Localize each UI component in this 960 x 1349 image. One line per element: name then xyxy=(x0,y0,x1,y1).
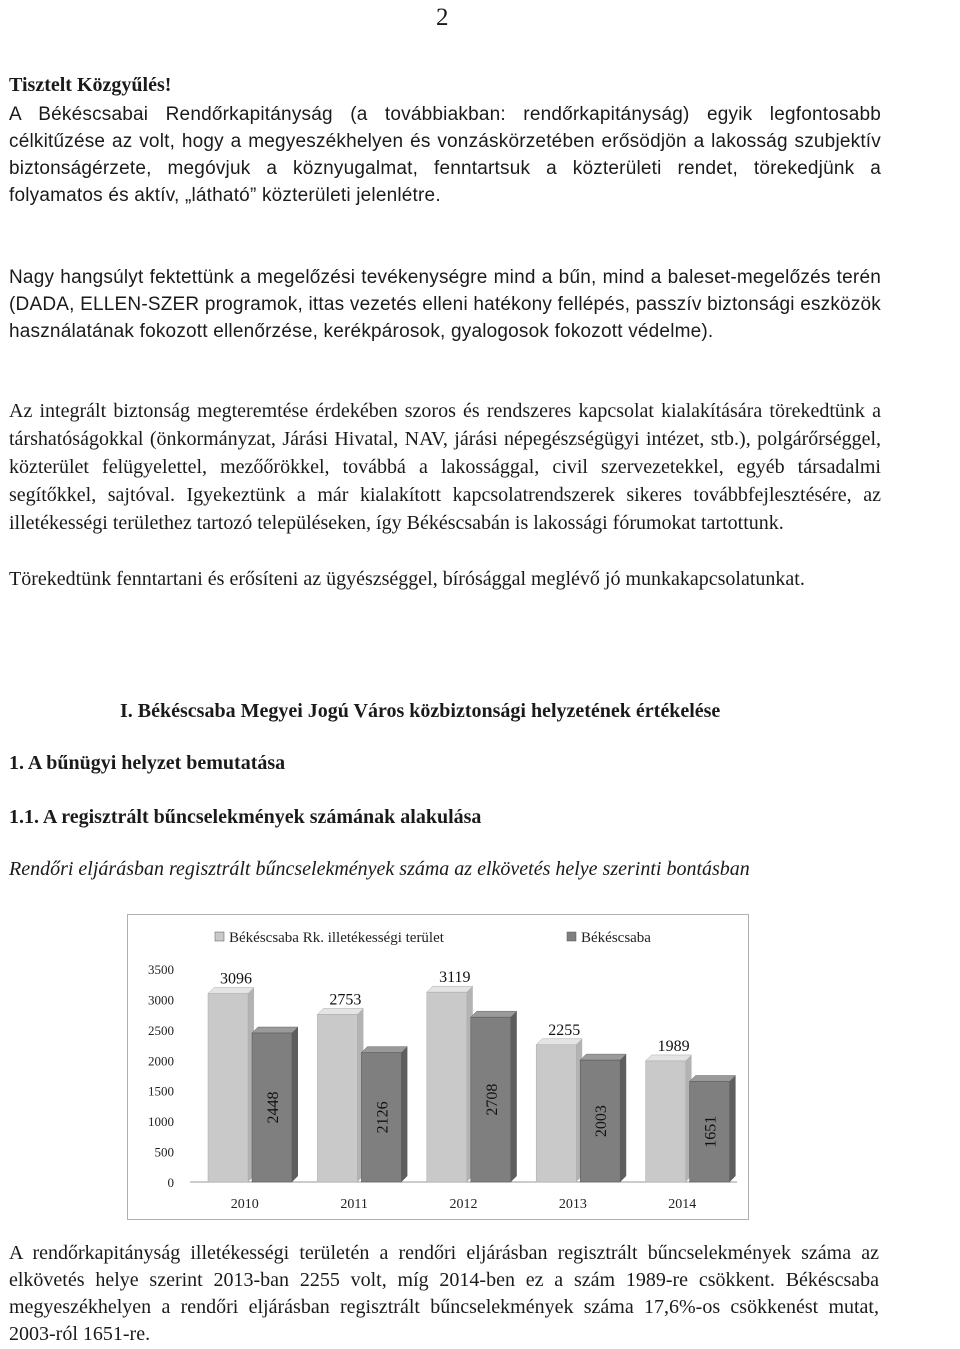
y-tick-label: 3000 xyxy=(148,992,174,1008)
bar-top-rk-area xyxy=(208,988,254,994)
y-tick-label: 1000 xyxy=(148,1114,174,1130)
legend-item-bekescsaba-swatch xyxy=(567,932,576,941)
data-label-rk-area: 2753 xyxy=(329,991,362,1009)
x-tick-label: 2013 xyxy=(558,1197,587,1212)
bar-top-bekescsaba xyxy=(252,1027,298,1033)
x-tick-label: 2014 xyxy=(668,1197,697,1212)
y-tick-label: 3500 xyxy=(148,962,174,977)
data-label-bekescsaba: 2448 xyxy=(265,1091,282,1124)
bar-side-bekescsaba xyxy=(292,1027,298,1182)
bar-top-bekescsaba xyxy=(580,1054,626,1060)
paragraph-integrated-security: Az integrált biztonság megteremtése érdekében szoros és rendszeres kapcsolat kialakítására törekedtünk a társhatóságokkal (önkormányzat, Járási Hivatal, NAV, járási népegészségügyi intézet, stb.), polgárőrséggel, közterület felügyelettel, mezőőrökkel, továbbá a lakossággal, civil szervezetekkel, egyéb társadalmi segítőkkel, sajtóval. Igyekeztünk a már kialakított kapcsolatrendszerek sikeres továbbfejlesztésére, az illetékességi területhez tartozó településeken, így Békéscsabán is lakossági fórumokat tartottunk. xyxy=(9,400,881,534)
bar-side-bekescsaba xyxy=(511,1011,517,1182)
heading-crime-situation: 1. A bűnügyi helyzet bemutatása xyxy=(9,752,286,774)
paragraph-intro: A Békéscsabai Rendőrkapitányság (a továbbiakban: rendőrkapitányság) egyik legfontosabb célkitűzése az volt, hogy a megyeszékhelyen és vonzáskörzetében erősödjön a lakosság szubjektív biztonságérzete, megóvjuk a köznyugalmat, fenntartsuk a közterületi rendet, törekedjünk a folyamatos és aktív, „látható” közterületi jelenlétre. xyxy=(9,104,881,206)
data-label-bekescsaba: 1651 xyxy=(702,1115,720,1148)
chart-caption: Rendőri eljárásban regisztrált bűncselekmények száma az elkövetés helye szerinti bontásban xyxy=(9,858,750,880)
data-label-bekescsaba: 2003 xyxy=(593,1105,611,1138)
bar-side-bekescsaba xyxy=(730,1076,736,1182)
paragraph-prevention: Nagy hangsúlyt fektettünk a megelőzési tevékenységre mind a bűn, mind a baleset-megelőzés terén (DADA, ELLEN-SZER programok, ittas vezetés elleni hatékony fellépés, passzív biztonsági eszközök használatának fokozott ellenőrzése, kerékpárosok, gyalogosok fokozott védelme). xyxy=(9,267,881,342)
page-number: 2 xyxy=(436,4,449,31)
crime-bar-chart xyxy=(127,914,749,1220)
y-tick-label: 2500 xyxy=(148,1022,174,1038)
bar-side-bekescsaba xyxy=(620,1054,626,1182)
bar-top-rk-area xyxy=(427,986,473,992)
bar-top-bekescsaba xyxy=(471,1011,517,1017)
y-tick-label: 0 xyxy=(167,1175,174,1190)
bar-rk-area xyxy=(317,1014,357,1182)
x-tick-label: 2010 xyxy=(230,1197,259,1212)
y-tick-label: 1500 xyxy=(148,1083,174,1099)
bar-rk-area xyxy=(208,994,248,1182)
legend-item-bekescsaba-label: Békéscsaba xyxy=(581,930,651,946)
bar-rk-area xyxy=(536,1045,576,1182)
bar-top-rk-area xyxy=(317,1008,363,1014)
data-label-rk-area: 3096 xyxy=(220,970,252,988)
heading-registered-crimes: 1.1. A regisztrált bűncselekmények számának alakulása xyxy=(9,806,482,828)
data-label-rk-area: 2255 xyxy=(548,1021,581,1039)
bar-side-bekescsaba xyxy=(401,1047,407,1182)
data-label-bekescsaba: 2708 xyxy=(483,1083,501,1116)
paragraph-cooperation: Törekedtünk fenntartani és erősíteni az ügyészséggel, bírósággal meglévő jó munkakapcsolatunkat. xyxy=(9,568,805,590)
data-label-bekescsaba: 2126 xyxy=(374,1101,392,1134)
greeting: Tisztelt Közgyűlés! xyxy=(9,74,172,96)
data-label-rk-area: 3119 xyxy=(439,969,471,987)
legend-item-rk-area-label: Békéscsaba Rk. illetékességi terület xyxy=(229,930,444,946)
y-tick-label: 2000 xyxy=(148,1053,174,1069)
bar-top-bekescsaba xyxy=(690,1076,736,1082)
y-tick-label: 500 xyxy=(154,1144,174,1160)
x-tick-label: 2012 xyxy=(449,1197,478,1212)
bar-top-rk-area xyxy=(646,1055,692,1061)
bar-rk-area xyxy=(427,992,467,1182)
x-tick-label: 2011 xyxy=(340,1197,368,1212)
legend-item-rk-area-swatch xyxy=(215,932,224,941)
data-label-rk-area: 1989 xyxy=(657,1037,690,1055)
paragraph-summary: A rendőrkapitányság illetékességi területén a rendőri eljárásban regisztrált bűncselekmények száma az elkövetés helye szerint 2013-ban 2255 volt, míg 2014-ben ez a szám 1989-re csökkent. Békéscsaba megyeszékhelyen a rendőri eljárásban regisztrált bűncselekmények száma 17,6%-os csökkenést mutat, 2003-ról 1651-re. xyxy=(9,1242,879,1345)
bar-top-bekescsaba xyxy=(361,1047,407,1053)
bar-rk-area xyxy=(646,1061,686,1182)
section-heading: I. Békéscsaba Megyei Jogú Város közbiztonsági helyzetének értékelése xyxy=(120,700,721,722)
chart-canvas xyxy=(127,914,749,1220)
bar-top-rk-area xyxy=(536,1039,582,1045)
